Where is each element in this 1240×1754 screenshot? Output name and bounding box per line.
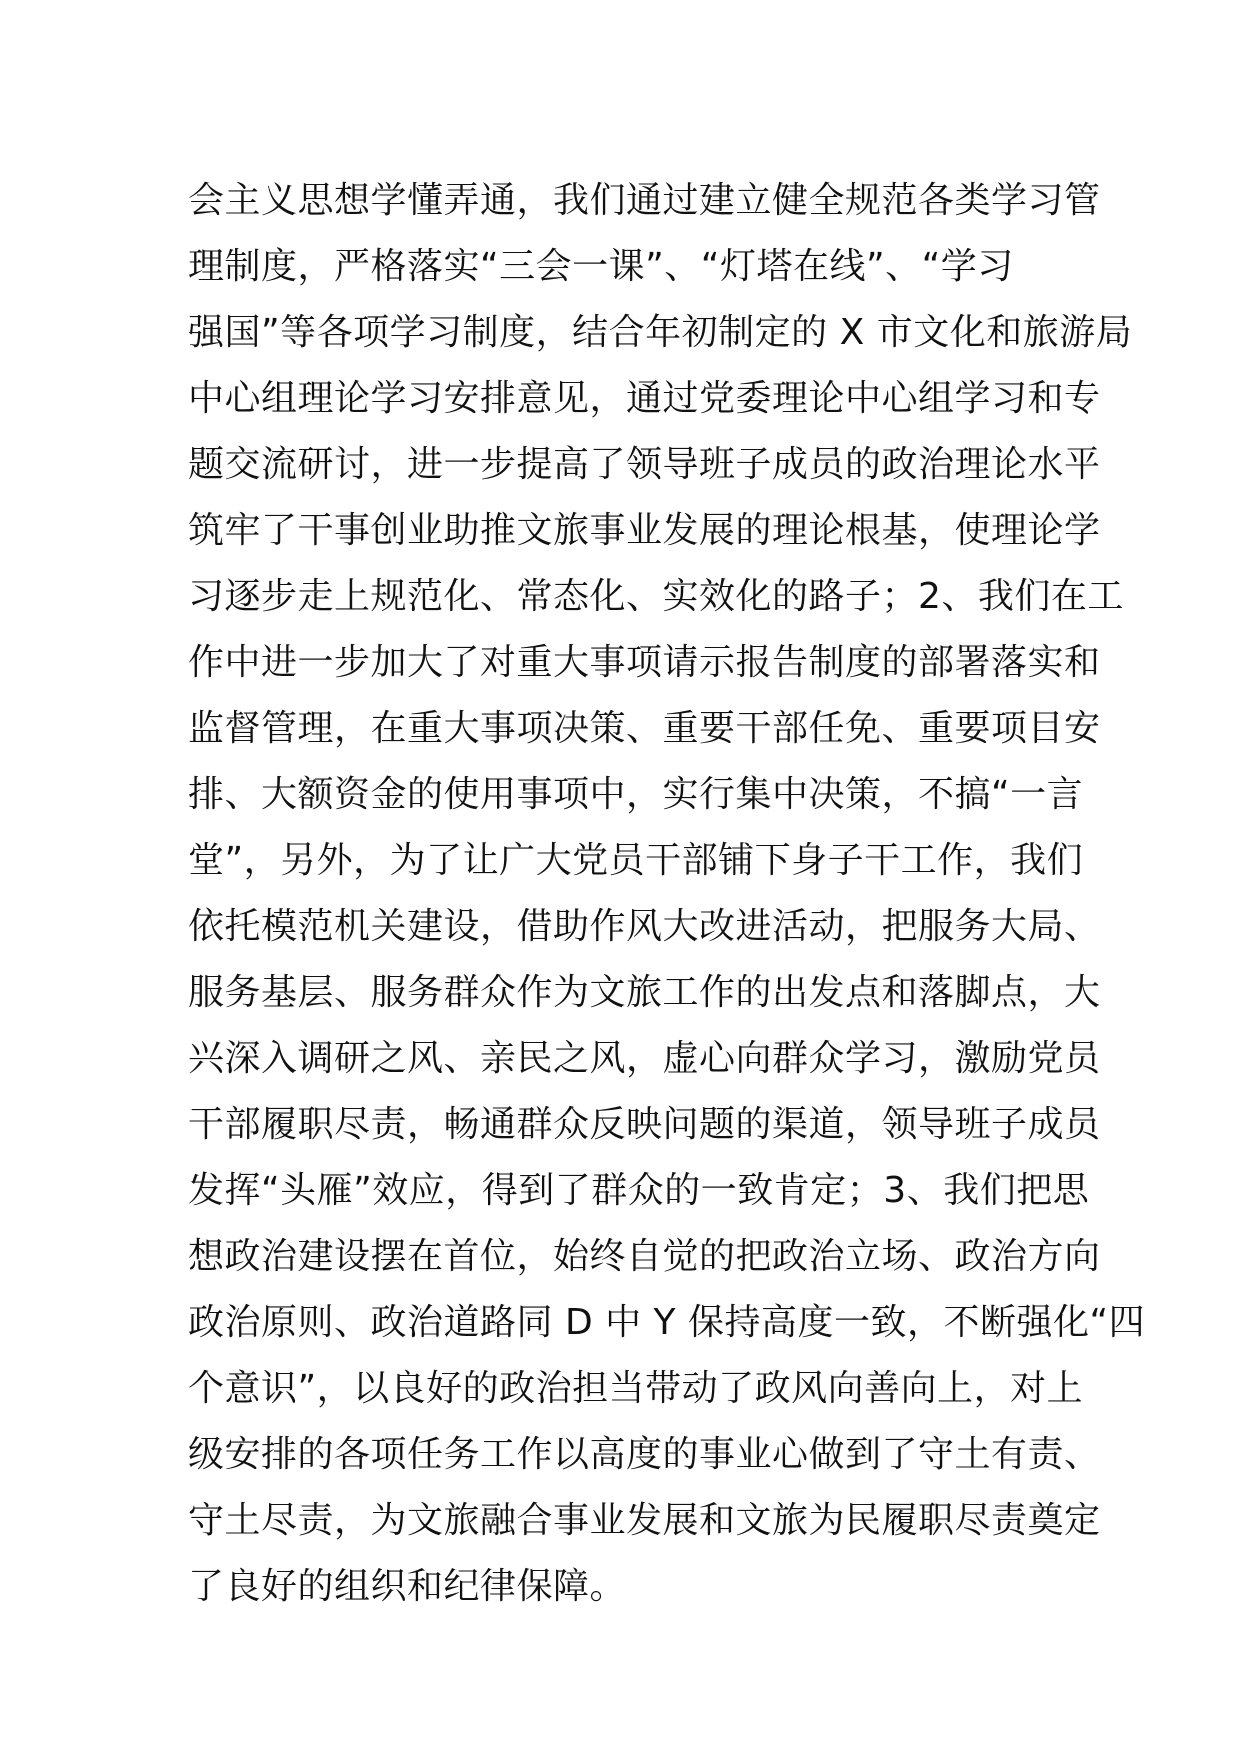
text-line: 会主义思想学懂弄通，我们通过建立健全规范各类学习管 [188, 180, 1101, 221]
text-line: 堂”，另外，为了让广大党员干部铺下身子干工作，我们 [188, 840, 1084, 881]
text-line: 作中进一步加大了对重大事项请示报告制度的部署落实和 [188, 642, 1101, 683]
text-line: 题交流研讨，进一步提高了领导班子成员的政治理论水平 [188, 444, 1101, 485]
text-line: 服务基层、服务群众作为文旅工作的出发点和落脚点，大 [188, 972, 1101, 1013]
text-line: 习逐步走上规范化、常态化、实效化的路子；2、我们在工 [188, 576, 1124, 617]
text-line: 想政治建设摆在首位，始终自觉的把政治立场、政治方向 [188, 1236, 1101, 1277]
text-line: 依托模范机关建设，借助作风大改进活动，把服务大局、 [188, 906, 1101, 947]
text-line: 政治原则、政治道路同 D 中 Y 保持高度一致，不断强化“四 [188, 1302, 1146, 1343]
text-line: 强国”等各项学习制度，结合年初制定的 X 市文化和旅游局 [188, 312, 1133, 353]
text-line: 兴深入调研之风、亲民之风，虚心向群众学习，激励党员 [188, 1038, 1101, 1079]
text-line: 监督管理，在重大事项决策、重要干部任免、重要项目安 [188, 708, 1101, 749]
text-line: 理制度，严格落实“三会一课”、“灯塔在线”、“学习 [188, 246, 1014, 287]
text-line: 干部履职尽责，畅通群众反映问题的渠道，领导班子成员 [188, 1104, 1101, 1145]
text-line: 中心组理论学习安排意见，通过党委理论中心组学习和专 [188, 378, 1101, 419]
text-line: 个意识”，以良好的政治担当带动了政风向善向上，对上 [188, 1368, 1084, 1409]
text-line: 级安排的各项任务工作以高度的事业心做到了守土有责、 [188, 1434, 1101, 1475]
text-line: 了良好的组织和纪律保障。 [188, 1566, 627, 1607]
text-line: 守土尽责，为文旅融合事业发展和文旅为民履职尽责奠定 [188, 1500, 1101, 1541]
text-line: 筑牢了干事创业助推文旅事业发展的理论根基，使理论学 [188, 510, 1101, 551]
body-paragraph [188, 168, 1146, 1620]
text-line: 排、大额资金的使用事项中，实行集中决策，不搞“一言 [188, 774, 1084, 815]
text-line: 发挥“头雁”效应，得到了群众的一致肯定；3、我们把思 [188, 1170, 1090, 1211]
